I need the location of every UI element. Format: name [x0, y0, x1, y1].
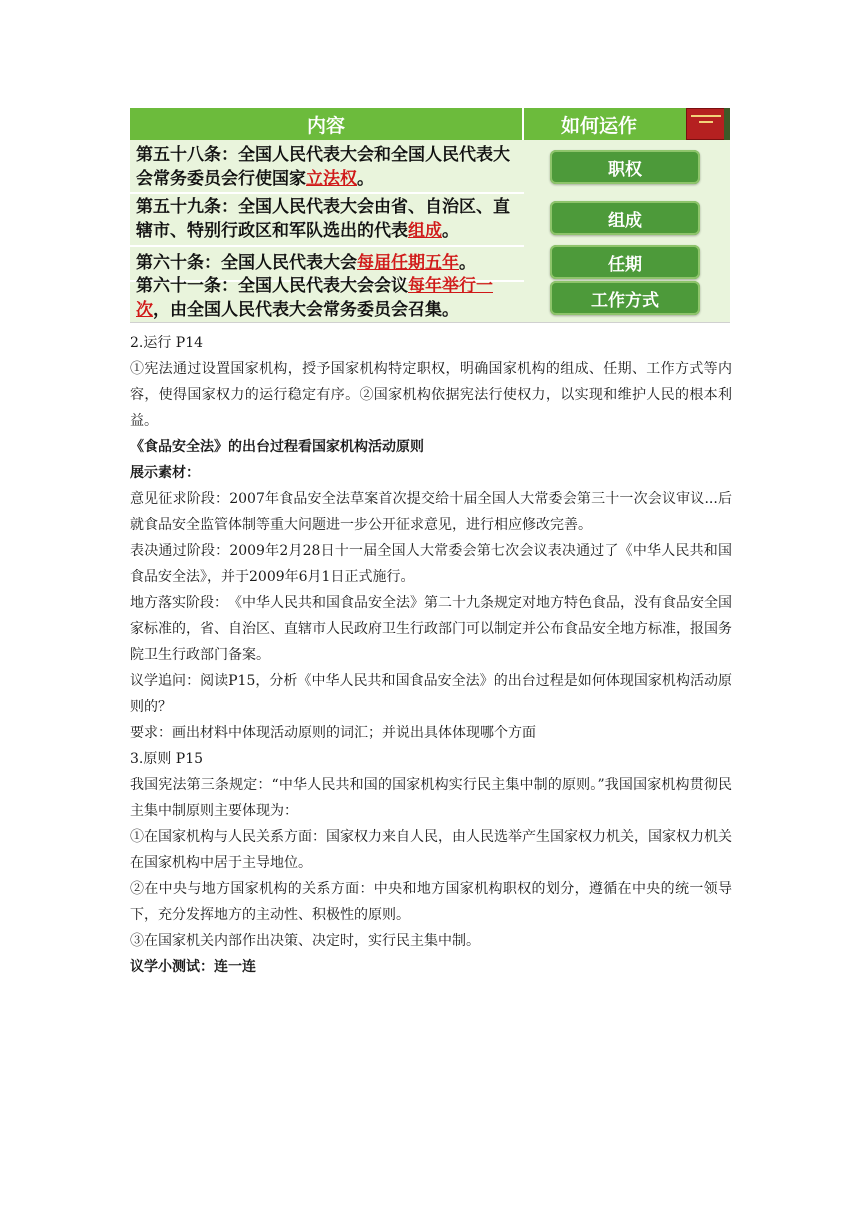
button-working-method: 工作方式 — [550, 281, 700, 315]
principle-item-2: ②在中央与地方国家机构的关系方面：中央和地方国家机构职权的划分，遵循在中央的统一领导下，充分发挥地方的主动性、积极性的原则。 — [130, 881, 732, 923]
header-operation: 如何运作 — [560, 114, 637, 137]
button-composition: 组成 — [550, 201, 700, 235]
paragraph-stage-vote: 表决通过阶段：2009年2月28日十一届全国人大常委会第七次会议表决通过了《中华人民共和国食品安全法》，并于2009年6月1日正式施行。 — [130, 543, 732, 585]
principle-item-1: ①在国家机构与人民关系方面：国家权力来自人民，由人民选举产生国家权力机关，国家权力机关在国家机构中居于主导地位。 — [130, 829, 732, 871]
constitution-table — [130, 108, 730, 323]
paragraph-stage-consultation: 意见征求阶段：2007年食品安全法草案首次提交给十届全国人大常委会第三十一次会议审议...后就食品安全监管体制等重大问题进一步公开征求意见，进行相应修改完善。 — [130, 491, 732, 533]
row-text: 第五十九条：全国人民代表大会由省、自治区、直辖市、特别行政区和军队选出的代表组成。 — [136, 197, 510, 241]
paragraph-question: 议学追问：阅读P15，分析《中华人民共和国食品安全法》的出台过程是如何体现国家机构活动原则的？ — [130, 673, 732, 715]
paragraph-stage-local: 地方落实阶段： 《中华人民共和国食品安全法》第二十九条规定对地方特色食品，没有食品安全国家标准的，省、自治区、直辖市人民政府卫生行政部门可以制定并公布食品安全地方标准，报国务院卫生行政部门备案。 — [130, 595, 732, 663]
section-heading-quiz: 议学小测试：连一连 — [130, 959, 256, 975]
button-powers: 职权 — [550, 150, 700, 184]
table-header — [130, 108, 730, 140]
highlight-text: 每年举行一次 — [136, 276, 493, 320]
principle-item-3: ③在国家机关内部作出决策、决定时，实行民主集中制。 — [130, 933, 480, 949]
document-body — [130, 330, 732, 980]
constitution-book-icon — [686, 108, 726, 140]
paragraph-requirement: 要求：画出材料中体现活动原则的词汇；并说出具体体现哪个方面 — [130, 725, 536, 741]
highlight-text: 每届任期五年 — [357, 253, 459, 273]
material-heading: 展示素材： — [130, 465, 200, 481]
button-term: 任期 — [550, 245, 700, 279]
section-heading-food-safety: 《食品安全法》的出台过程看国家机构活动原则 — [130, 439, 424, 455]
row-text: 第六十条：全国人民代表大会每届任期五年。 — [136, 253, 476, 273]
book-spine-decoration — [724, 108, 730, 140]
table-row — [130, 144, 730, 190]
header-content: 内容 — [130, 108, 524, 140]
row-divider — [130, 245, 524, 247]
section-heading-principle: 3.原则 P15 — [130, 751, 204, 767]
row-text: 第六十一条：全国人民代表大会会议每年举行一次，由全国人民代表大会常务委员会召集。 — [136, 276, 493, 320]
constitution-table-figure — [130, 108, 730, 323]
paragraph-operation: ①宪法通过设置国家机构，授予国家机构特定职权，明确国家机构的组成、任期、工作方式等内容，使得国家权力的运行稳定有序。②国家机构依据宪法行使权力，以实现和维护人民的根本利益。 — [130, 361, 732, 429]
table-row — [130, 195, 730, 243]
paragraph-principle: 我国宪法第三条规定：“中华人民共和国的国家机构实行民主集中制的原则。”我国国家机构贯彻民主集中制原则主要体现为： — [130, 777, 732, 819]
section-heading-operation: 2.运行 P14 — [130, 335, 204, 351]
table-row — [130, 273, 730, 323]
row-divider — [130, 192, 524, 194]
highlight-text: 组成 — [408, 221, 442, 241]
highlight-text: 立法权 — [306, 169, 357, 189]
row-text: 第五十八条：全国人民代表大会和全国人民代表大会常务委员会行使国家立法权。 — [136, 145, 510, 189]
